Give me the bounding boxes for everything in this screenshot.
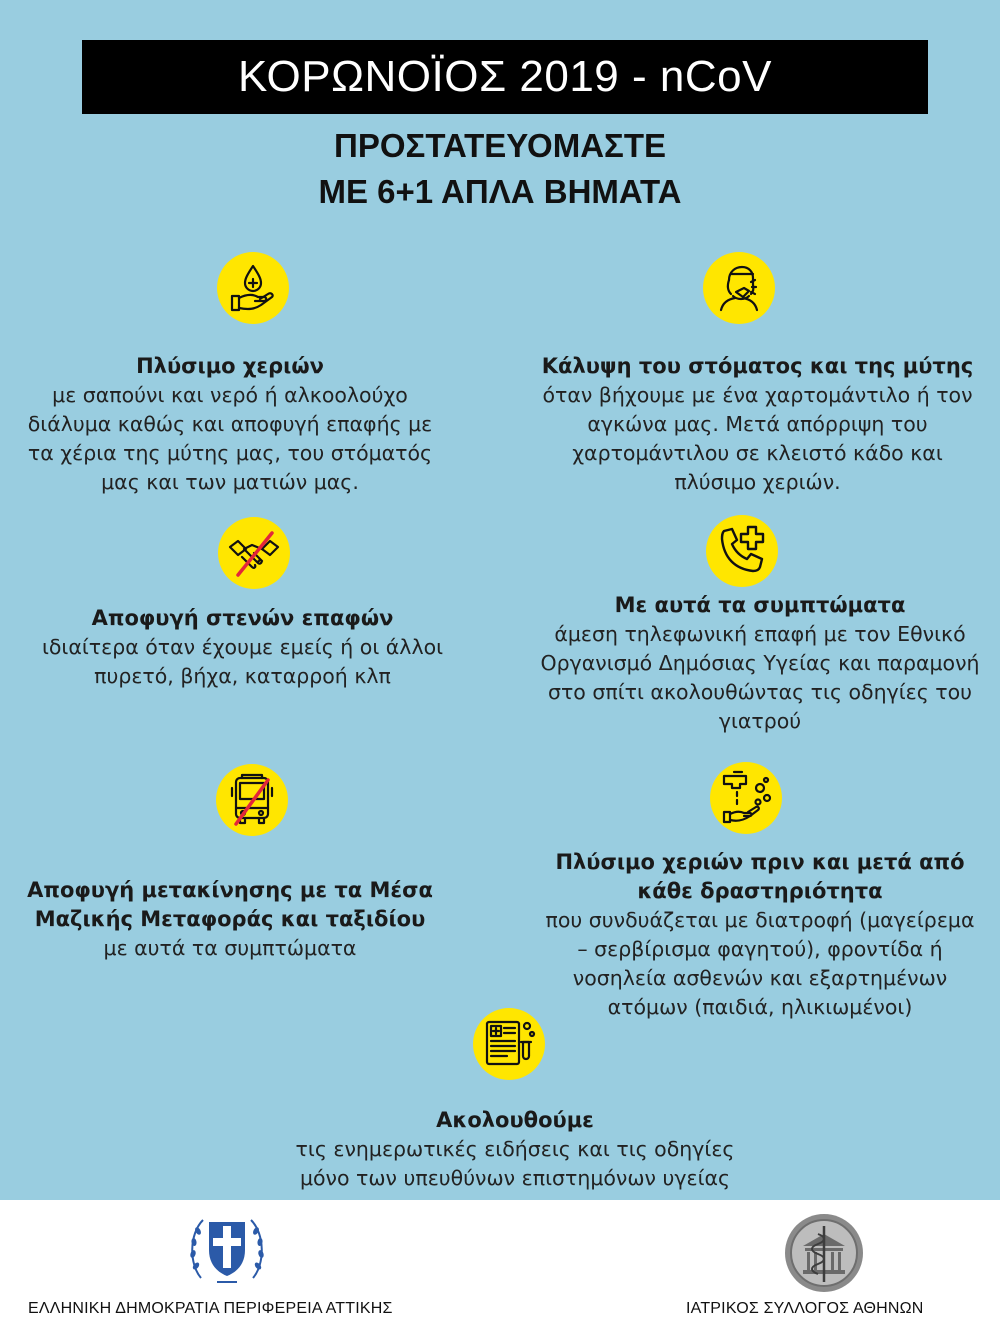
step-text-line: τις ενημερωτικές ειδήσεις και τις οδηγίες	[295, 1137, 735, 1161]
step-text-line: με σαπούνι και νερό ή αλκοολούχο	[52, 383, 408, 407]
step-heading: Ακολουθούμε	[436, 1108, 594, 1132]
step-avoid-public-transport	[0, 876, 460, 963]
step-text-line: χαρτομάντιλου σε κλειστό κάδο και	[572, 441, 943, 465]
step-wash-before-after	[515, 848, 1000, 1022]
subtitle-line-1: ΠΡΟΣΤΑΤΕΥΟΜΑΣΤΕ	[334, 127, 666, 164]
step-text-line: – σερβίρισμα φαγητού), φροντίδα ή	[577, 937, 943, 961]
step-text-line: Οργανισμό Δημόσιας Υγείας και παραμονή	[540, 651, 980, 675]
step-text-line: μόνο των υπευθύνων επιστημόνων υγείας	[299, 1166, 731, 1190]
step-text-line: αγκώνα μας. Μετά απόρριψη του	[587, 412, 928, 436]
step-text-line: στο σπίτι ακολουθώντας τις οδηγίες του	[547, 680, 973, 704]
right-organization: ΙΑΤΡΙΚΟΣ ΣΥΛΛΟΓΟΣ ΑΘΗΝΩΝ	[686, 1300, 924, 1317]
step-heading: κάθε δραστηριότητα	[637, 879, 883, 903]
footer	[0, 1200, 1000, 1333]
step-text-line: ιδιαίτερα όταν έχουμε εμείς ή οι άλλοι	[41, 635, 444, 659]
title-bar	[82, 40, 928, 114]
step-heading: Πλύσιμο χεριών πριν και μετά από	[555, 850, 965, 874]
cough-cover-icon	[703, 252, 775, 324]
phone-medical-icon	[706, 515, 778, 587]
step-text-line: τα χέρια της μύτης μας, του στόματός	[27, 441, 433, 465]
step-text-line: με αυτά τα συμπτώματα	[103, 936, 357, 960]
step-heading: Πλύσιμο χεριών	[136, 354, 324, 378]
step-hand-washing	[0, 352, 460, 497]
step-heading: Κάλυψη του στόματος και της μύτης	[541, 354, 974, 378]
no-handshake-icon	[218, 517, 290, 589]
step-cover-mouth-nose	[515, 352, 1000, 497]
step-text-line: διάλυμα καθώς και αποφυγή επαφής με	[27, 412, 433, 436]
no-bus-icon	[216, 764, 288, 836]
step-text-line: που συνδυάζεται με διατροφή (μαγείρεμα	[545, 908, 975, 932]
step-avoid-close-contact	[0, 604, 485, 691]
medical-association-seal-icon	[783, 1212, 865, 1294]
step-heading: Αποφυγή στενών επαφών	[91, 606, 394, 630]
tap-wash-icon	[710, 762, 782, 834]
step-text-line: ατόμων (παιδιά, ηλικιωμένοι)	[607, 995, 913, 1019]
step-heading: Με αυτά τα συμπτώματα	[614, 593, 906, 617]
step-text-line: νοσηλεία ασθενών και εξαρτημένων	[572, 966, 948, 990]
subtitle-line-2: ΜΕ 6+1 ΑΠΛΑ ΒΗΜΑΤΑ	[318, 173, 682, 210]
step-symptoms-call	[515, 591, 1000, 736]
step-text-line: πυρετό, βήχα, καταρροή κλπ	[94, 664, 391, 688]
step-text-line: όταν βήχουμε με ένα χαρτομάντιλο ή τον	[542, 383, 973, 407]
step-text-line: πλύσιμο χεριών.	[674, 470, 841, 494]
step-heading: Αποφυγή μετακίνησης με τα Μέσα	[27, 878, 433, 902]
page-title: ΚΟΡΩΝΟΪΟΣ 2019 - nCoV	[238, 52, 772, 101]
hand-wash-drop-icon	[217, 252, 289, 324]
step-text-line: άμεση τηλεφωνική επαφή με τον Εθνικό	[554, 622, 966, 646]
step-text-line: γιατρού	[718, 709, 802, 733]
greek-emblem-icon	[187, 1208, 267, 1290]
step-heading: Μαζικής Μεταφοράς και ταξιδίου	[34, 907, 426, 931]
left-organization: ΕΛΛΗΝΙΚΗ ΔΗΜΟΚΡΑΤΙΑ ΠΕΡΙΦΕΡΕΙΑ ΑΤΤΙΚΗΣ	[28, 1300, 393, 1317]
step-follow-news	[200, 1106, 830, 1193]
step-text-line: μας και των ματιών μας.	[101, 470, 359, 494]
